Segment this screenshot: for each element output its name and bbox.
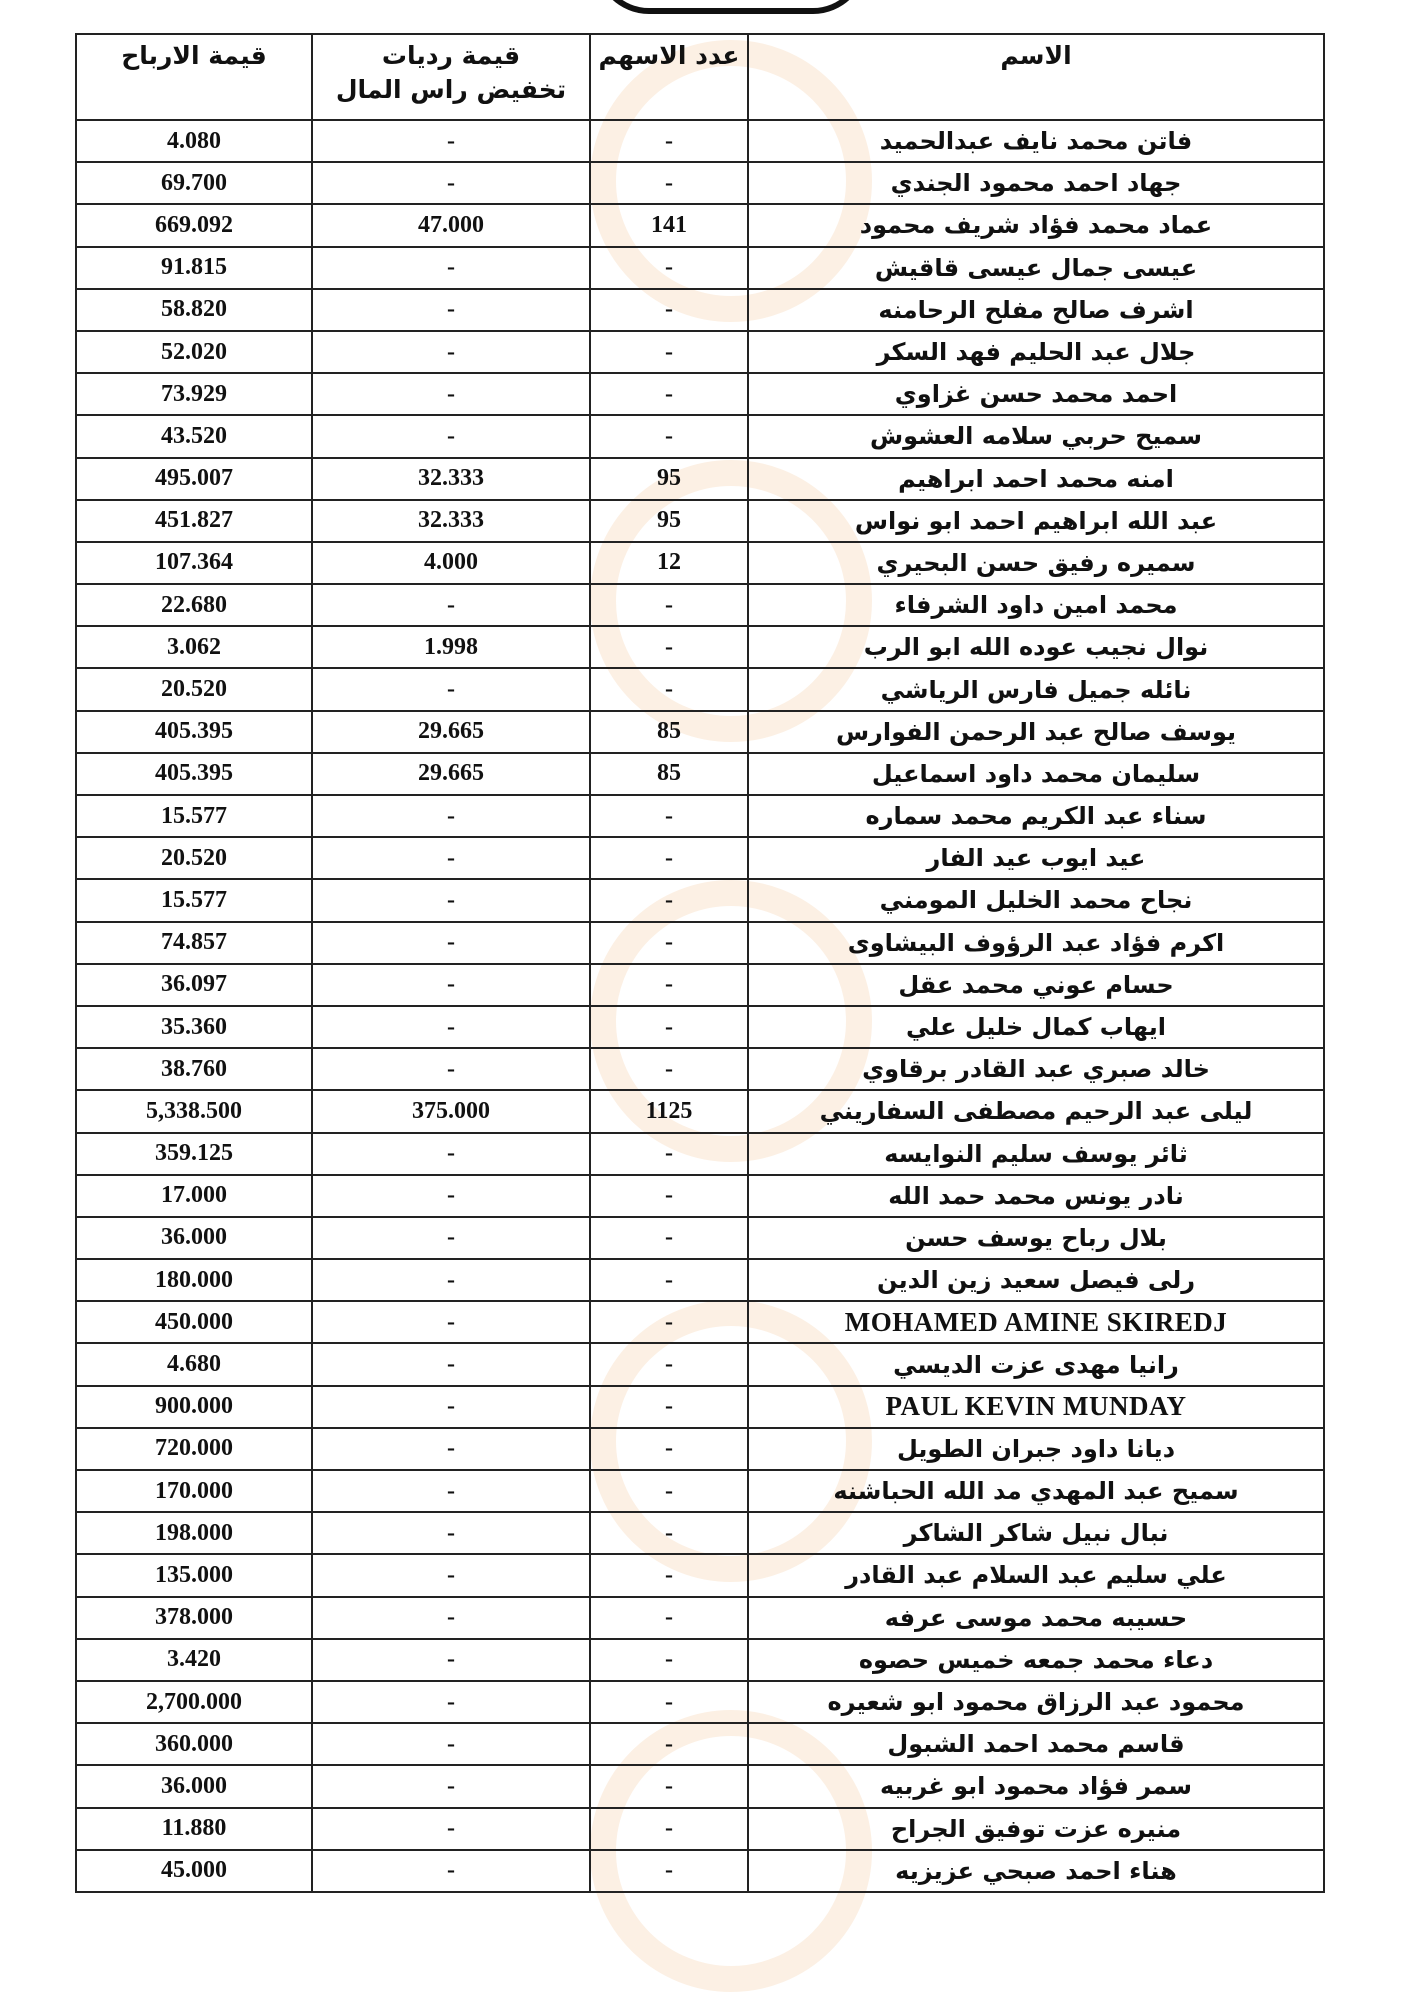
cell-profit: 2,700.000 <box>76 1681 312 1723</box>
cell-profit: 451.827 <box>76 500 312 542</box>
cell-name: امنه محمد احمد ابراهيم <box>748 458 1324 500</box>
table-row <box>76 1428 1324 1470</box>
cell-name: نوال نجيب عوده الله ابو الرب <box>748 626 1324 668</box>
cell-profit: 378.000 <box>76 1597 312 1639</box>
cell-reduction: - <box>312 1217 590 1259</box>
cell-reduction: - <box>312 1850 590 1892</box>
cell-name: رلى فيصل سعيد زين الدين <box>748 1259 1324 1301</box>
cell-name: ديانا داود جبران الطويل <box>748 1428 1324 1470</box>
cell-name: محمود عبد الرزاق محمود ابو شعيره <box>748 1681 1324 1723</box>
cell-name: حسام عوني محمد عقل <box>748 964 1324 1006</box>
cell-profit: 52.020 <box>76 331 312 373</box>
cell-profit: 74.857 <box>76 922 312 964</box>
cell-shares: - <box>590 1765 748 1807</box>
cell-profit: 720.000 <box>76 1428 312 1470</box>
cell-reduction: - <box>312 162 590 204</box>
table-row <box>76 711 1324 753</box>
cell-profit: 107.364 <box>76 542 312 584</box>
cell-profit: 135.000 <box>76 1554 312 1596</box>
cell-shares: - <box>590 1133 748 1175</box>
cell-shares: - <box>590 668 748 710</box>
cell-name: سميح حربي سلامه العشوش <box>748 415 1324 457</box>
cell-shares: - <box>590 1217 748 1259</box>
cell-shares: - <box>590 1048 748 1090</box>
table-row <box>76 1090 1324 1132</box>
table-row <box>76 837 1324 879</box>
cell-reduction: - <box>312 1765 590 1807</box>
table-row <box>76 1133 1324 1175</box>
cell-name: عيسى جمال عيسى قاقيش <box>748 247 1324 289</box>
cell-reduction: - <box>312 1301 590 1343</box>
cell-name: اشرف صالح مفلح الرحامنه <box>748 289 1324 331</box>
cell-reduction: - <box>312 1428 590 1470</box>
cell-profit: 450.000 <box>76 1301 312 1343</box>
cell-shares: - <box>590 1554 748 1596</box>
table-row <box>76 1048 1324 1090</box>
table-row <box>76 458 1324 500</box>
dividends-table <box>75 33 1325 1893</box>
cell-profit: 15.577 <box>76 795 312 837</box>
cell-reduction: 47.000 <box>312 204 590 246</box>
cell-reduction: 29.665 <box>312 753 590 795</box>
cell-shares: - <box>590 373 748 415</box>
table-row <box>76 922 1324 964</box>
cell-profit: 170.000 <box>76 1470 312 1512</box>
cell-profit: 3.062 <box>76 626 312 668</box>
cell-name: نائله جميل فارس الرياشي <box>748 668 1324 710</box>
table-row <box>76 1470 1324 1512</box>
cell-reduction: - <box>312 1259 590 1301</box>
cell-shares: - <box>590 1301 748 1343</box>
cell-reduction: - <box>312 1048 590 1090</box>
table-row <box>76 1723 1324 1765</box>
cell-reduction: - <box>312 1386 590 1428</box>
cell-reduction: 4.000 <box>312 542 590 584</box>
cell-profit: 405.395 <box>76 711 312 753</box>
cell-name: فاتن محمد نايف عبدالحميد <box>748 120 1324 162</box>
cell-shares: - <box>590 1681 748 1723</box>
cell-reduction: - <box>312 1808 590 1850</box>
table-row <box>76 1850 1324 1892</box>
cell-name: جهاد احمد محمود الجندي <box>748 162 1324 204</box>
table-row <box>76 542 1324 584</box>
cell-profit: 11.880 <box>76 1808 312 1850</box>
cell-name: بلال رباح يوسف حسن <box>748 1217 1324 1259</box>
cell-name: PAUL KEVIN MUNDAY <box>748 1386 1324 1428</box>
table-row <box>76 1175 1324 1217</box>
cell-shares: - <box>590 964 748 1006</box>
cell-reduction: - <box>312 584 590 626</box>
cell-profit: 43.520 <box>76 415 312 457</box>
cell-profit: 22.680 <box>76 584 312 626</box>
cell-reduction: - <box>312 1006 590 1048</box>
cell-name: يوسف صالح عبد الرحمن الفوارس <box>748 711 1324 753</box>
cell-shares: - <box>590 415 748 457</box>
cell-name: عيد ايوب عيد الفار <box>748 837 1324 879</box>
cell-profit: 91.815 <box>76 247 312 289</box>
cell-profit: 198.000 <box>76 1512 312 1554</box>
cell-reduction: - <box>312 1681 590 1723</box>
cell-reduction: - <box>312 1597 590 1639</box>
table-row <box>76 1343 1324 1385</box>
cell-shares: - <box>590 1259 748 1301</box>
cell-name: نجاح محمد الخليل المومني <box>748 879 1324 921</box>
header-name: الاسم <box>748 34 1324 120</box>
cell-profit: 405.395 <box>76 753 312 795</box>
cell-shares: - <box>590 1850 748 1892</box>
cell-shares: - <box>590 1597 748 1639</box>
cell-name: ليلى عبد الرحيم مصطفى السفاريني <box>748 1090 1324 1132</box>
cell-shares: 85 <box>590 753 748 795</box>
table-row <box>76 415 1324 457</box>
cell-shares: - <box>590 922 748 964</box>
cell-profit: 36.000 <box>76 1217 312 1259</box>
table-row <box>76 626 1324 668</box>
cell-reduction: 32.333 <box>312 458 590 500</box>
cell-shares: 141 <box>590 204 748 246</box>
cell-name: سليمان محمد داود اسماعيل <box>748 753 1324 795</box>
table-row <box>76 289 1324 331</box>
cell-profit: 38.760 <box>76 1048 312 1090</box>
cell-shares: - <box>590 1723 748 1765</box>
cell-shares: - <box>590 1175 748 1217</box>
cell-name: جلال عبد الحليم فهد السكر <box>748 331 1324 373</box>
cell-name: اكرم فؤاد عبد الرؤوف البيشاوى <box>748 922 1324 964</box>
table-row <box>76 1808 1324 1850</box>
cell-shares: - <box>590 1428 748 1470</box>
table-row <box>76 1217 1324 1259</box>
cell-reduction: - <box>312 1512 590 1554</box>
cell-shares: - <box>590 1639 748 1681</box>
cell-name: منيره عزت توفيق الجراح <box>748 1808 1324 1850</box>
cell-profit: 5,338.500 <box>76 1090 312 1132</box>
cell-shares: - <box>590 1386 748 1428</box>
cell-reduction: 1.998 <box>312 626 590 668</box>
cell-name: سميح عبد المهدي مد الله الحباشنه <box>748 1470 1324 1512</box>
cell-shares: - <box>590 1512 748 1554</box>
table-row <box>76 1554 1324 1596</box>
cell-name: حسيبه محمد موسى عرفه <box>748 1597 1324 1639</box>
table-row <box>76 162 1324 204</box>
cell-shares: - <box>590 795 748 837</box>
cell-shares: 95 <box>590 500 748 542</box>
table-row <box>76 1597 1324 1639</box>
cell-name: MOHAMED AMINE SKIREDJ <box>748 1301 1324 1343</box>
cell-profit: 36.097 <box>76 964 312 1006</box>
cell-reduction: - <box>312 1723 590 1765</box>
cell-name: ثائر يوسف سليم النوايسه <box>748 1133 1324 1175</box>
cell-profit: 3.420 <box>76 1639 312 1681</box>
table-row <box>76 204 1324 246</box>
cell-shares: - <box>590 120 748 162</box>
cell-name: هناء احمد صبحي عزيزيه <box>748 1850 1324 1892</box>
cell-reduction: - <box>312 879 590 921</box>
cell-profit: 4.080 <box>76 120 312 162</box>
cell-shares: 1125 <box>590 1090 748 1132</box>
cell-profit: 36.000 <box>76 1765 312 1807</box>
cell-reduction: 29.665 <box>312 711 590 753</box>
cell-profit: 45.000 <box>76 1850 312 1892</box>
cell-reduction: - <box>312 331 590 373</box>
table-row <box>76 1259 1324 1301</box>
table-row <box>76 584 1324 626</box>
cell-name: ايهاب كمال خليل علي <box>748 1006 1324 1048</box>
cell-name: خالد صبري عبد القادر برقاوي <box>748 1048 1324 1090</box>
cell-profit: 58.820 <box>76 289 312 331</box>
cell-name: دعاء محمد جمعه خميس حصوه <box>748 1639 1324 1681</box>
cell-name: سميره رفيق حسن البحيري <box>748 542 1324 584</box>
cell-name: رانيا مهدى عزت الديسي <box>748 1343 1324 1385</box>
cell-shares: 85 <box>590 711 748 753</box>
table-row <box>76 1512 1324 1554</box>
cell-reduction: - <box>312 1133 590 1175</box>
cell-name: عبد الله ابراهيم احمد ابو نواس <box>748 500 1324 542</box>
cell-profit: 495.007 <box>76 458 312 500</box>
table-row <box>76 1681 1324 1723</box>
table-row <box>76 500 1324 542</box>
cell-shares: - <box>590 879 748 921</box>
cell-reduction: 32.333 <box>312 500 590 542</box>
cell-profit: 669.092 <box>76 204 312 246</box>
table-row <box>76 1386 1324 1428</box>
cell-profit: 73.929 <box>76 373 312 415</box>
cell-profit: 17.000 <box>76 1175 312 1217</box>
cell-shares: - <box>590 1343 748 1385</box>
header-reduction: قيمة رديات تخفيض راس المال <box>312 34 590 120</box>
table-row <box>76 668 1324 710</box>
cell-profit: 15.577 <box>76 879 312 921</box>
table-row <box>76 1639 1324 1681</box>
cell-name: محمد امين داود الشرفاء <box>748 584 1324 626</box>
cell-shares: - <box>590 1808 748 1850</box>
cell-shares: - <box>590 1006 748 1048</box>
cell-name: نادر يونس محمد حمد الله <box>748 1175 1324 1217</box>
cell-reduction: - <box>312 289 590 331</box>
cell-profit: 180.000 <box>76 1259 312 1301</box>
table-header-row <box>76 34 1324 120</box>
cell-shares: - <box>590 247 748 289</box>
cell-shares: - <box>590 162 748 204</box>
table-row <box>76 331 1324 373</box>
cell-reduction: - <box>312 1554 590 1596</box>
table-body <box>76 120 1324 1892</box>
cell-profit: 360.000 <box>76 1723 312 1765</box>
cell-profit: 20.520 <box>76 668 312 710</box>
cell-profit: 69.700 <box>76 162 312 204</box>
cell-reduction: - <box>312 795 590 837</box>
cell-profit: 359.125 <box>76 1133 312 1175</box>
cell-shares: 95 <box>590 458 748 500</box>
cell-reduction: - <box>312 668 590 710</box>
cell-shares: - <box>590 1470 748 1512</box>
cell-shares: - <box>590 626 748 668</box>
cell-profit: 4.680 <box>76 1343 312 1385</box>
cell-name: احمد محمد حسن غزاوي <box>748 373 1324 415</box>
cell-name: عماد محمد فؤاد شريف محمود <box>748 204 1324 246</box>
table-row <box>76 964 1324 1006</box>
cell-reduction: 375.000 <box>312 1090 590 1132</box>
table-row <box>76 373 1324 415</box>
cell-reduction: - <box>312 1175 590 1217</box>
cell-reduction: - <box>312 373 590 415</box>
cell-name: علي سليم عبد السلام عبد القادر <box>748 1554 1324 1596</box>
cell-shares: - <box>590 331 748 373</box>
header-arc-decoration <box>595 0 867 14</box>
cell-reduction: - <box>312 247 590 289</box>
table-row <box>76 795 1324 837</box>
cell-shares: 12 <box>590 542 748 584</box>
table-row <box>76 247 1324 289</box>
header-profit: قيمة الارباح <box>76 34 312 120</box>
cell-reduction: - <box>312 1343 590 1385</box>
cell-name: نبال نبيل شاكر الشاكر <box>748 1512 1324 1554</box>
cell-reduction: - <box>312 415 590 457</box>
table-row <box>76 120 1324 162</box>
table-row <box>76 879 1324 921</box>
cell-profit: 35.360 <box>76 1006 312 1048</box>
table-row <box>76 1301 1324 1343</box>
table-row <box>76 753 1324 795</box>
cell-reduction: - <box>312 922 590 964</box>
cell-reduction: - <box>312 120 590 162</box>
cell-shares: - <box>590 584 748 626</box>
cell-reduction: - <box>312 837 590 879</box>
cell-shares: - <box>590 837 748 879</box>
header-shares: عدد الاسهم <box>590 34 748 120</box>
cell-reduction: - <box>312 1639 590 1681</box>
cell-shares: - <box>590 289 748 331</box>
cell-reduction: - <box>312 964 590 1006</box>
cell-name: قاسم محمد احمد الشبول <box>748 1723 1324 1765</box>
cell-profit: 900.000 <box>76 1386 312 1428</box>
table-row <box>76 1006 1324 1048</box>
table-row <box>76 1765 1324 1807</box>
cell-name: سناء عبد الكريم محمد سماره <box>748 795 1324 837</box>
cell-reduction: - <box>312 1470 590 1512</box>
cell-profit: 20.520 <box>76 837 312 879</box>
cell-name: سمر فؤاد محمود ابو غربيه <box>748 1765 1324 1807</box>
